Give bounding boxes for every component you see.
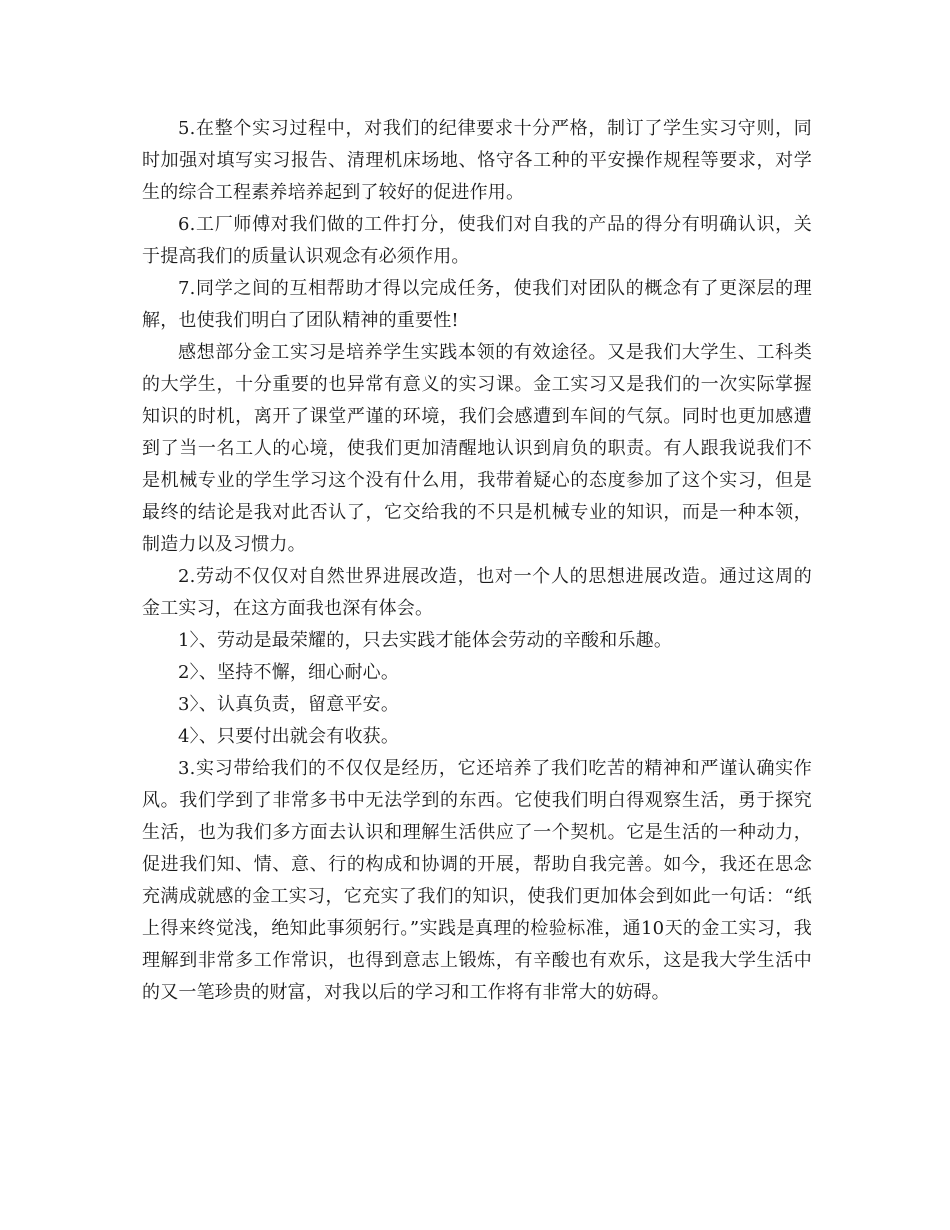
- paragraph-3: 3.实习带给我们的不仅仅是经历，它还培养了我们吃苦的精神和严谨认确实作风。我们学到了非常多书中无法学到的东西。它使我们明白得观察生活，勇于探究生活，也为我们多方面去认识和理解生活供应了一个契机。它是生活的一种动力，促进我们知、情、意、行的构成和协调的开展，帮助自我完善。如今，我还在思念充满成就感的金工实习，它充实了我们的知识，使我们更加体会到如此一句话：“纸上得来终觉浅，绝知此事须躬行。”实践是真理的检验标准，通10天的金工实习，我理解到非常多工作常识，也得到意志上锻炼，有辛酸也有欢乐，这是我大学生活中的又一笔珍贵的财富，对我以后的学习和工作将有非常大的妨碍。: [142, 758, 812, 1003]
- list-item: 3〉、认真负责，留意平安。: [178, 694, 400, 715]
- list-item: 4〉、只要付出就会有收获。: [178, 726, 400, 747]
- paragraph-7: 7.同学之间的互相帮助才得以完成任务，使我们对团队的概念有了更深层的理解，也使我们明白了团队精神的重要性!: [142, 278, 812, 331]
- document-body: [142, 113, 812, 1009]
- paragraph-reflection: 感想部分金工实习是培养学生实践本领的有效途径。又是我们大学生、工科类的大学生，十分重要的也异常有意义的实习课。金工实习又是我们的一次实际掌握知识的时机，离开了课堂严谨的环境，我们会感遭到车间的气氛。同时也更加感遭到了当一名工人的心境，使我们更加清醒地认识到肩负的职责。有人跟我说我们不是机械专业的学生学习这个没有什么用，我带着疑心的态度参加了这个实习，但是最终的结论是我对此否认了，它交给我的不只是机械专业的知识，而是一种本领，制造力以及习惯力。: [142, 342, 812, 555]
- list-item: 2〉、坚持不懈，细心耐心。: [178, 662, 400, 683]
- list-item: 1〉、劳动是最荣耀的，只去实践才能体会劳动的辛酸和乐趣。: [178, 630, 673, 651]
- paragraph-5: 5.在整个实习过程中，对我们的纪律要求十分严格，制订了学生实习守则，同时加强对填写实习报告、清理机床场地、恪守各工种的平安操作规程等要求，对学生的综合工程素养培养起到了较好的促进作用。: [142, 118, 812, 203]
- paragraph-6: 6.工厂师傅对我们做的工件打分，使我们对自我的产品的得分有明确认识，关于提高我们的质量认识观念有必须作用。: [142, 214, 812, 267]
- paragraph-2: 2.劳动不仅仅对自然世界进展改造，也对一个人的思想进展改造。通过这周的金工实习，在这方面我也深有体会。: [142, 566, 812, 619]
